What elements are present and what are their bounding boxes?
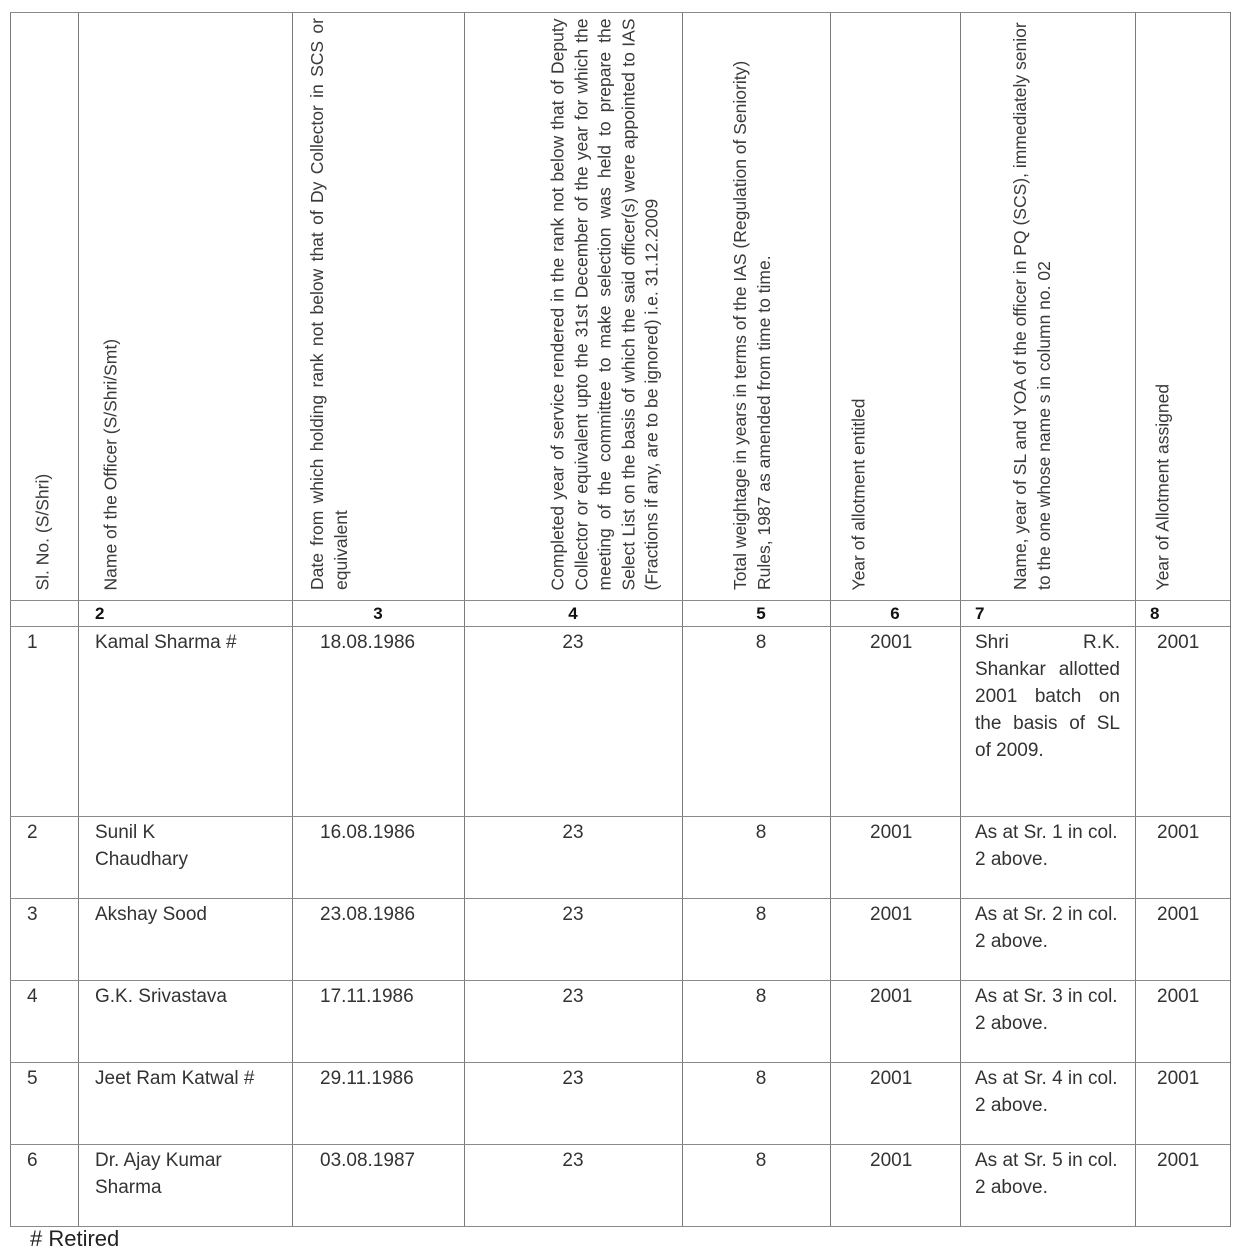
column-number: 4: [568, 604, 578, 623]
header-officer-name: [98, 18, 138, 590]
header-text: Sl. No. (S/Shri): [32, 473, 53, 590]
header-completed-service: [476, 18, 666, 590]
header-text: Total weightage in years in terms of the IAS (Regulation of Seniority) Rules, 1987 as amended from time to time.: [730, 60, 774, 590]
table-row-1-date: 18.08.1986: [320, 632, 416, 653]
header-text: Name, year of SL and YOA of the officer in PQ (SCS), immediately senior to the one whose name s in column no. 02: [1010, 22, 1054, 590]
table-row-5-date: 29.11.1986: [320, 1068, 414, 1089]
table-row-4-service: 23: [562, 986, 584, 1007]
table-row-3-entitled: 2001: [870, 904, 913, 925]
table-row-4-name: G.K. Srivastava: [95, 986, 227, 1007]
table-border-bottom: [10, 1226, 1230, 1227]
table-row-5-name: Jeet Ram Katwal #: [95, 1068, 255, 1089]
table-row-4-senior: As at Sr. 3 in col. 2 above.: [975, 986, 1118, 1034]
table-row-4-date: 17.11.1986: [320, 986, 414, 1007]
table-row-6-senior: As at Sr. 5 in col. 2 above.: [975, 1150, 1118, 1198]
table-border-top: [10, 12, 1230, 13]
header-text: Year of Allotment assigned: [1152, 383, 1173, 590]
table-row-6-entitled: 2001: [870, 1150, 913, 1171]
table-row-4-assigned: 2001: [1157, 986, 1200, 1007]
table-row-5-senior: As at Sr. 4 in col. 2 above.: [975, 1068, 1118, 1116]
table-row-2-weightage: 8: [755, 822, 767, 843]
header-text: Date from which holding rank not below that of Dy Collector in SCS or equivalent: [307, 18, 351, 590]
table-row-6-assigned: 2001: [1157, 1150, 1200, 1171]
table-row-4-sl: 4: [27, 986, 38, 1007]
table-row-1-name: Kamal Sharma #: [95, 632, 237, 653]
table-row-3-name: Akshay Sood: [95, 904, 207, 925]
row-rule: [10, 980, 1230, 981]
table-row-4-entitled: 2001: [870, 986, 913, 1007]
table-row-6-date: 03.08.1987: [320, 1150, 416, 1171]
table-row-2-name: Sunil K Chaudhary: [95, 822, 188, 870]
column-rule: [78, 12, 79, 1227]
row-rule: [10, 898, 1230, 899]
column-number: 8: [1150, 604, 1160, 623]
column-rule: [1135, 12, 1136, 1227]
table-row-3-senior: As at Sr. 2 in col. 2 above.: [975, 904, 1118, 952]
table-row-3-date: 23.08.1986: [320, 904, 416, 925]
table-row-3-assigned: 2001: [1157, 904, 1200, 925]
table-row-6-service: 23: [562, 1150, 584, 1171]
colnum-rule: [10, 626, 1230, 627]
table-row-5-weightage: 8: [755, 1068, 767, 1089]
table-row-5-sl: 5: [27, 1068, 38, 1089]
table-border-right: [1230, 12, 1231, 1227]
table-row-2-sl: 2: [27, 822, 38, 843]
row-rule: [10, 816, 1230, 817]
table-row-3-weightage: 8: [755, 904, 767, 925]
header-text: Name of the Officer (S/Shri/Smt): [100, 338, 121, 590]
column-number: 5: [756, 604, 766, 623]
header-total-weightage: [696, 18, 796, 590]
header-year-entitled: [846, 18, 886, 590]
column-number: 7: [975, 604, 985, 623]
table-row-1-entitled: 2001: [870, 632, 913, 653]
table-row-4-weightage: 8: [755, 986, 767, 1007]
table-row-1-weightage: 8: [755, 632, 767, 653]
table-border-left: [10, 12, 11, 1227]
header-date-rank: [305, 18, 375, 590]
column-number: 6: [890, 604, 900, 623]
header-rule: [10, 600, 1230, 601]
table-row-6-name: Dr. Ajay Kumar Sharma: [95, 1150, 222, 1198]
table-row-3-service: 23: [562, 904, 584, 925]
table-row-5-assigned: 2001: [1157, 1068, 1200, 1089]
table-row-1-sl: 1: [27, 632, 38, 653]
table-row-2-service: 23: [562, 822, 584, 843]
table-row-1-senior: Shri R.K. Shankar allotted 2001 batch on the basis of SL of 2009.: [975, 632, 1120, 761]
header-text: Year of allotment entitled: [848, 398, 869, 590]
table-row-1-service: 23: [562, 632, 584, 653]
header-senior-officer: [976, 18, 1076, 590]
table-row-5-service: 23: [562, 1068, 584, 1089]
footer-note: # Retired: [30, 1226, 120, 1251]
table-row-5-entitled: 2001: [870, 1068, 913, 1089]
table-row-6-weightage: 8: [755, 1150, 767, 1171]
header-sl-no: [30, 18, 70, 590]
header-text: Completed year of service rendered in the rank not below that of Deputy Collector or equivalent upto the 31st December of the year for which the meeting of the committee to make selection was held to prepare the Select List on the basis of which the said officer(s) were appointed to IAS (Fractions if any, are to be ignored) i.e. 31.12.2009: [547, 18, 662, 590]
table-row-2-senior: As at Sr. 1 in col. 2 above.: [975, 822, 1118, 870]
table-row-2-entitled: 2001: [870, 822, 913, 843]
table-row-3-sl: 3: [27, 904, 38, 925]
row-rule: [10, 1062, 1230, 1063]
column-number: 2: [95, 604, 105, 623]
column-number: 3: [373, 604, 383, 623]
column-rule: [960, 12, 961, 1227]
header-year-assigned: [1150, 18, 1190, 590]
table-row-2-assigned: 2001: [1157, 822, 1200, 843]
row-rule: [10, 1144, 1230, 1145]
table-row-2-date: 16.08.1986: [320, 822, 416, 843]
table-row-6-sl: 6: [27, 1150, 38, 1171]
table-row-1-assigned: 2001: [1157, 632, 1200, 653]
